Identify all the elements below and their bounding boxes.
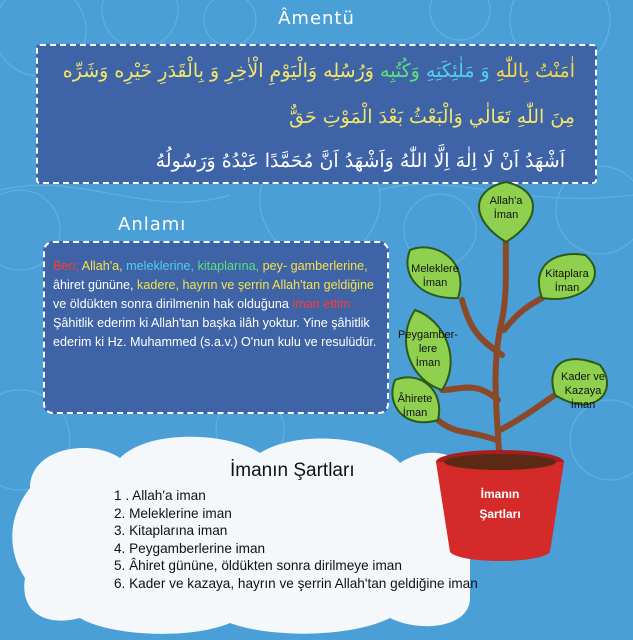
meaning-text: pey-: [262, 259, 288, 273]
arabic-segment: اٰمَنْتُ بِاللّٰهِ: [495, 60, 575, 82]
meaning-text: Allah'a,: [81, 259, 123, 273]
pot-label: İmanın: [480, 487, 520, 501]
leaf-label: Meleklere: [411, 263, 459, 275]
list-item: 3. Kitaplarına iman: [114, 523, 228, 539]
arabic-text-box: [36, 44, 597, 184]
meaning-text: iman ettim.: [292, 297, 355, 311]
meaning-text: ve öldükten sonra dirilmenin hak olduğuna: [53, 297, 289, 311]
arabic-segment: وَالْيَوْمِ الْاٰخِرِ: [225, 60, 318, 82]
amentu-title: Âmentü: [278, 8, 355, 29]
arabic-segment: وَرُسُلِه: [323, 60, 374, 82]
leaf-label: Kazaya: [564, 385, 602, 397]
arabic-segment: وَ مَلٰئِكَتِهِ: [425, 60, 490, 82]
list-item: 5. Âhiret gününe, öldükten sonra dirilmeye iman: [114, 558, 402, 574]
leaf-label: İman: [402, 407, 428, 419]
anlami-title: Anlamı: [118, 214, 187, 235]
meaning-text: gamberlerine,: [290, 259, 368, 273]
meaning-text: hayrın: [182, 278, 218, 292]
arabic-line-1: [63, 60, 575, 82]
meaning-text: âhiret gününe,: [53, 278, 134, 292]
meaning-text: Şâhitlik ederim ki Allah'tan başka ilâh yoktur.: [53, 316, 300, 330]
meaning-box: [43, 241, 389, 414]
leaf-label: Allah'a: [489, 195, 523, 207]
pot-label: Şartları: [479, 507, 521, 521]
arabic-segment: وَكُتُبِه: [379, 60, 420, 82]
leaf-label: İman: [422, 277, 448, 289]
plant-illustration: [380, 180, 633, 570]
leaf-label: lere: [418, 343, 438, 355]
list-title: İmanın Şartları: [230, 460, 355, 481]
leaf-label: Peygamber-: [398, 329, 458, 341]
leaf-label: İman: [554, 282, 580, 294]
meaning-text: kitaplarına,: [197, 259, 260, 273]
meaning-text: Ben;: [53, 259, 79, 273]
list-item: 1 . Allah'a iman: [114, 488, 206, 503]
list-item: 2. Meleklerine iman: [114, 505, 232, 521]
leaf-label: İman: [570, 399, 596, 411]
arabic-segment: وَ بِالْقَدَرِ خَيْرِه وَشَرِّه: [62, 60, 220, 82]
list-item: 6. Kader ve kazaya, hayrın ve şerrin Allah'tan geldiğine iman: [114, 575, 478, 591]
arabic-line-3: اَشْهَدُ اَنْ لَا اِلٰهَ اِلَّا اللّٰهُ وَاَشْهَدُ اَنَّ مُحَمَّدًا عَبْدُهُ وَرَسُولُهُ: [155, 150, 565, 172]
leaf-label: Kader ve: [560, 371, 606, 383]
leaf-label: Âhirete: [397, 393, 433, 405]
leaf-label: Kitaplara: [545, 268, 589, 280]
arabic-line-2: مِنَ اللّٰهِ تَعَالٰي وَالْبَعْثُ بَعْدَ الْمَوْتِ حَقٌّ: [289, 106, 575, 128]
leaf-label: İman: [493, 209, 519, 221]
meaning-text: ve şerrin Allah'tan geldiğine: [221, 278, 374, 292]
meaning-text: meleklerine,: [126, 259, 195, 273]
meaning-text: Yine şâhitlik ederim ki Hz. Muhammed (s.a.v.): [53, 316, 370, 349]
meaning-text: kadere,: [137, 278, 180, 292]
list-item: 4. Peygamberlerine iman: [114, 540, 266, 556]
leaf-label: İman: [415, 357, 441, 369]
meaning-text: O'nun kulu ve resulüdür.: [241, 335, 377, 349]
